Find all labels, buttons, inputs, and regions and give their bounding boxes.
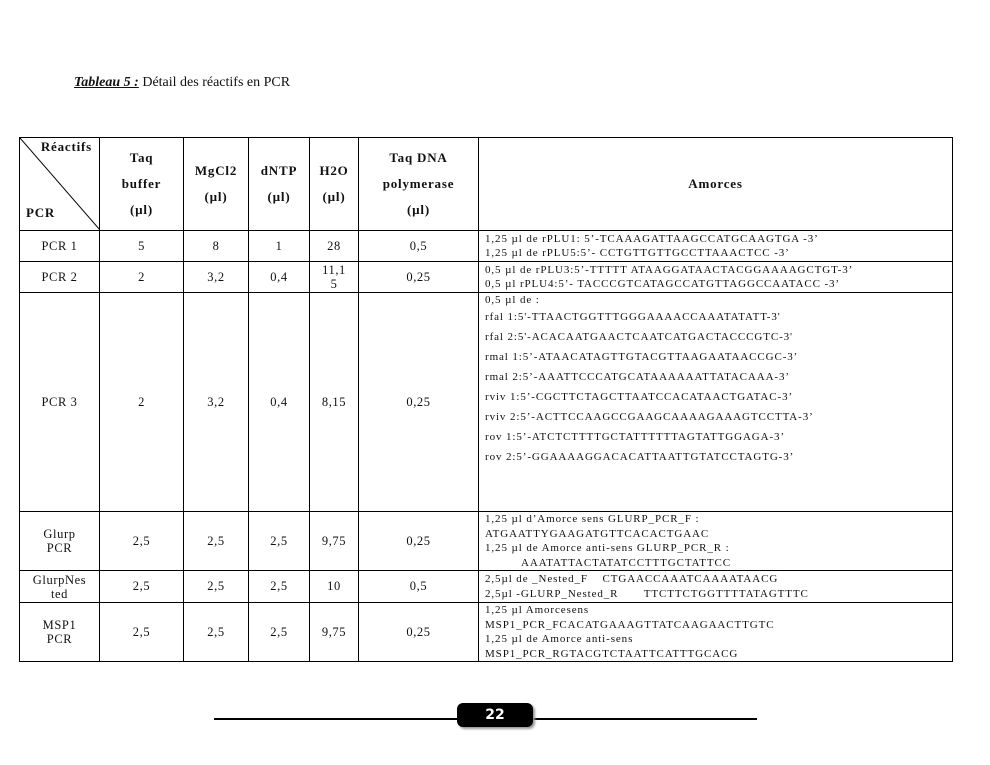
cell-taq-polymerase: 0,25 bbox=[359, 603, 479, 662]
footer-rule-right bbox=[533, 718, 757, 720]
cell-mgcl2: 8 bbox=[184, 231, 249, 262]
table-caption bbox=[74, 75, 290, 91]
cell-taq-buffer: 2 bbox=[100, 262, 184, 293]
cell-amorces: 0,5 µl de : rfal 1:5'-TTAACTGGTTTGGGAAAACCAAATATATT-3' rfal 2:5'-ACACAATGAACTCAATCATGACTACCCGTC-3' rmal 1:5’-ATAACATAGTTGTACGTTAAGAATAACCGC-3’ rmal 2:5’-AAATTCCCATGCATAAAAAATTATACAAA-3’ rviv 1:5’-CGCTTCTAGCTTAATCCACATAACTGATAC-3’ rviv 2:5’-ACTTCCAAGCCGAAGCAAAAGAAAGTCCTTA-3’ rov 1:5’-ATCTCTTTTGCTATTTTTTAGTATTGGAGA-3’ rov 2:5’-GGAAAAGGACACATTAATTGTATCCTAGTG-3’ bbox=[479, 293, 953, 512]
header-h2o: H2O (µl) bbox=[310, 138, 359, 231]
cell-h2o: 9,75 bbox=[310, 512, 359, 571]
table-row bbox=[20, 262, 953, 293]
cell-dntp: 2,5 bbox=[249, 571, 310, 603]
cell-dntp: 2,5 bbox=[249, 512, 310, 571]
header-taq-buffer: Taq buffer (µl) bbox=[100, 138, 184, 231]
row-name: PCR 1 bbox=[20, 231, 100, 262]
reagents-table bbox=[19, 137, 953, 662]
page-number-badge: 22 bbox=[457, 703, 533, 727]
cell-taq-polymerase: 0,25 bbox=[359, 512, 479, 571]
cell-h2o: 9,75 bbox=[310, 603, 359, 662]
row-name: MSP1 PCR bbox=[20, 603, 100, 662]
footer-rule-left bbox=[214, 718, 459, 720]
header-taq-polymerase: Taq DNA polymerase (µl) bbox=[359, 138, 479, 231]
cell-mgcl2: 3,2 bbox=[184, 293, 249, 512]
cell-taq-buffer: 2,5 bbox=[100, 512, 184, 571]
cell-taq-buffer: 2,5 bbox=[100, 571, 184, 603]
cell-h2o: 8,15 bbox=[310, 293, 359, 512]
header-amorces: Amorces bbox=[479, 138, 953, 231]
corner-label-reactifs: Réactifs bbox=[40, 139, 92, 154]
row-name: PCR 3 bbox=[20, 293, 100, 512]
cell-taq-buffer: 2 bbox=[100, 293, 184, 512]
cell-mgcl2: 2,5 bbox=[184, 603, 249, 662]
cell-amorces: 0,5 µl de rPLU3:5’-TTTTT ATAAGGATAACTACGGAAAAGCTGT-3’ 0,5 µl rPLU4:5’- TACCCGTCATAGCCATGTTAGGCCAATACC -3’ bbox=[479, 262, 953, 293]
cell-dntp: 2,5 bbox=[249, 603, 310, 662]
cell-taq-buffer: 2,5 bbox=[100, 603, 184, 662]
cell-amorces: 2,5µl de _Nested_F CTGAACCAAATCAAAATAACG 2,5µl -GLURP_Nested_R TTCTTCTGGTTTTATAGTTTC bbox=[479, 571, 953, 603]
cell-taq-polymerase: 0,25 bbox=[359, 293, 479, 512]
cell-amorces: 1,25 µl d’Amorce sens GLURP_PCR_F : ATGAATTYGAAGATGTTCACACTGAAC 1,25 µl de Amorce anti-sens GLURP_PCR_R : AAATATTACTATATCCTTTGCTATTCC bbox=[479, 512, 953, 571]
cell-taq-polymerase: 0,5 bbox=[359, 571, 479, 603]
header-dntp: dNTP (µl) bbox=[249, 138, 310, 231]
cell-dntp: 0,4 bbox=[249, 293, 310, 512]
cell-h2o: 10 bbox=[310, 571, 359, 603]
cell-taq-polymerase: 0,5 bbox=[359, 231, 479, 262]
caption-text: Détail des réactifs en PCR bbox=[138, 75, 291, 90]
header-mgcl2: MgCl2 (µl) bbox=[184, 138, 249, 231]
cell-taq-buffer: 5 bbox=[100, 231, 184, 262]
cell-amorces: 1,25 µl Amorcesens MSP1_PCR_FCACATGAAAGTTATCAAGAACTTGTC 1,25 µl de Amorce anti-sens MSP1_PCR_RGTACGTCTAATTCATTTGCACG bbox=[479, 603, 953, 662]
cell-mgcl2: 3,2 bbox=[184, 262, 249, 293]
cell-mgcl2: 2,5 bbox=[184, 512, 249, 571]
cell-taq-polymerase: 0,25 bbox=[359, 262, 479, 293]
row-name: PCR 2 bbox=[20, 262, 100, 293]
table-row bbox=[20, 512, 953, 571]
cell-h2o: 11,1 5 bbox=[310, 262, 359, 293]
cell-amorces: 1,25 µl de rPLU1: 5’-TCAAAGATTAAGCCATGCAAGTGA -3’ 1,25 µl de rPLU5:5’- CCTGTTGTTGCCTTAAACTCC -3’ bbox=[479, 231, 953, 262]
header-row bbox=[20, 138, 953, 231]
row-name: Glurp PCR bbox=[20, 512, 100, 571]
cell-dntp: 1 bbox=[249, 231, 310, 262]
table-row bbox=[20, 571, 953, 603]
cell-h2o: 28 bbox=[310, 231, 359, 262]
table-row bbox=[20, 603, 953, 662]
caption-label: Tableau 5 : bbox=[74, 75, 139, 90]
table-row bbox=[20, 231, 953, 262]
table-row bbox=[20, 293, 953, 512]
corner-header bbox=[20, 138, 100, 231]
row-name: GlurpNes ted bbox=[20, 571, 100, 603]
cell-dntp: 0,4 bbox=[249, 262, 310, 293]
cell-mgcl2: 2,5 bbox=[184, 571, 249, 603]
corner-label-pcr: PCR bbox=[26, 205, 56, 220]
